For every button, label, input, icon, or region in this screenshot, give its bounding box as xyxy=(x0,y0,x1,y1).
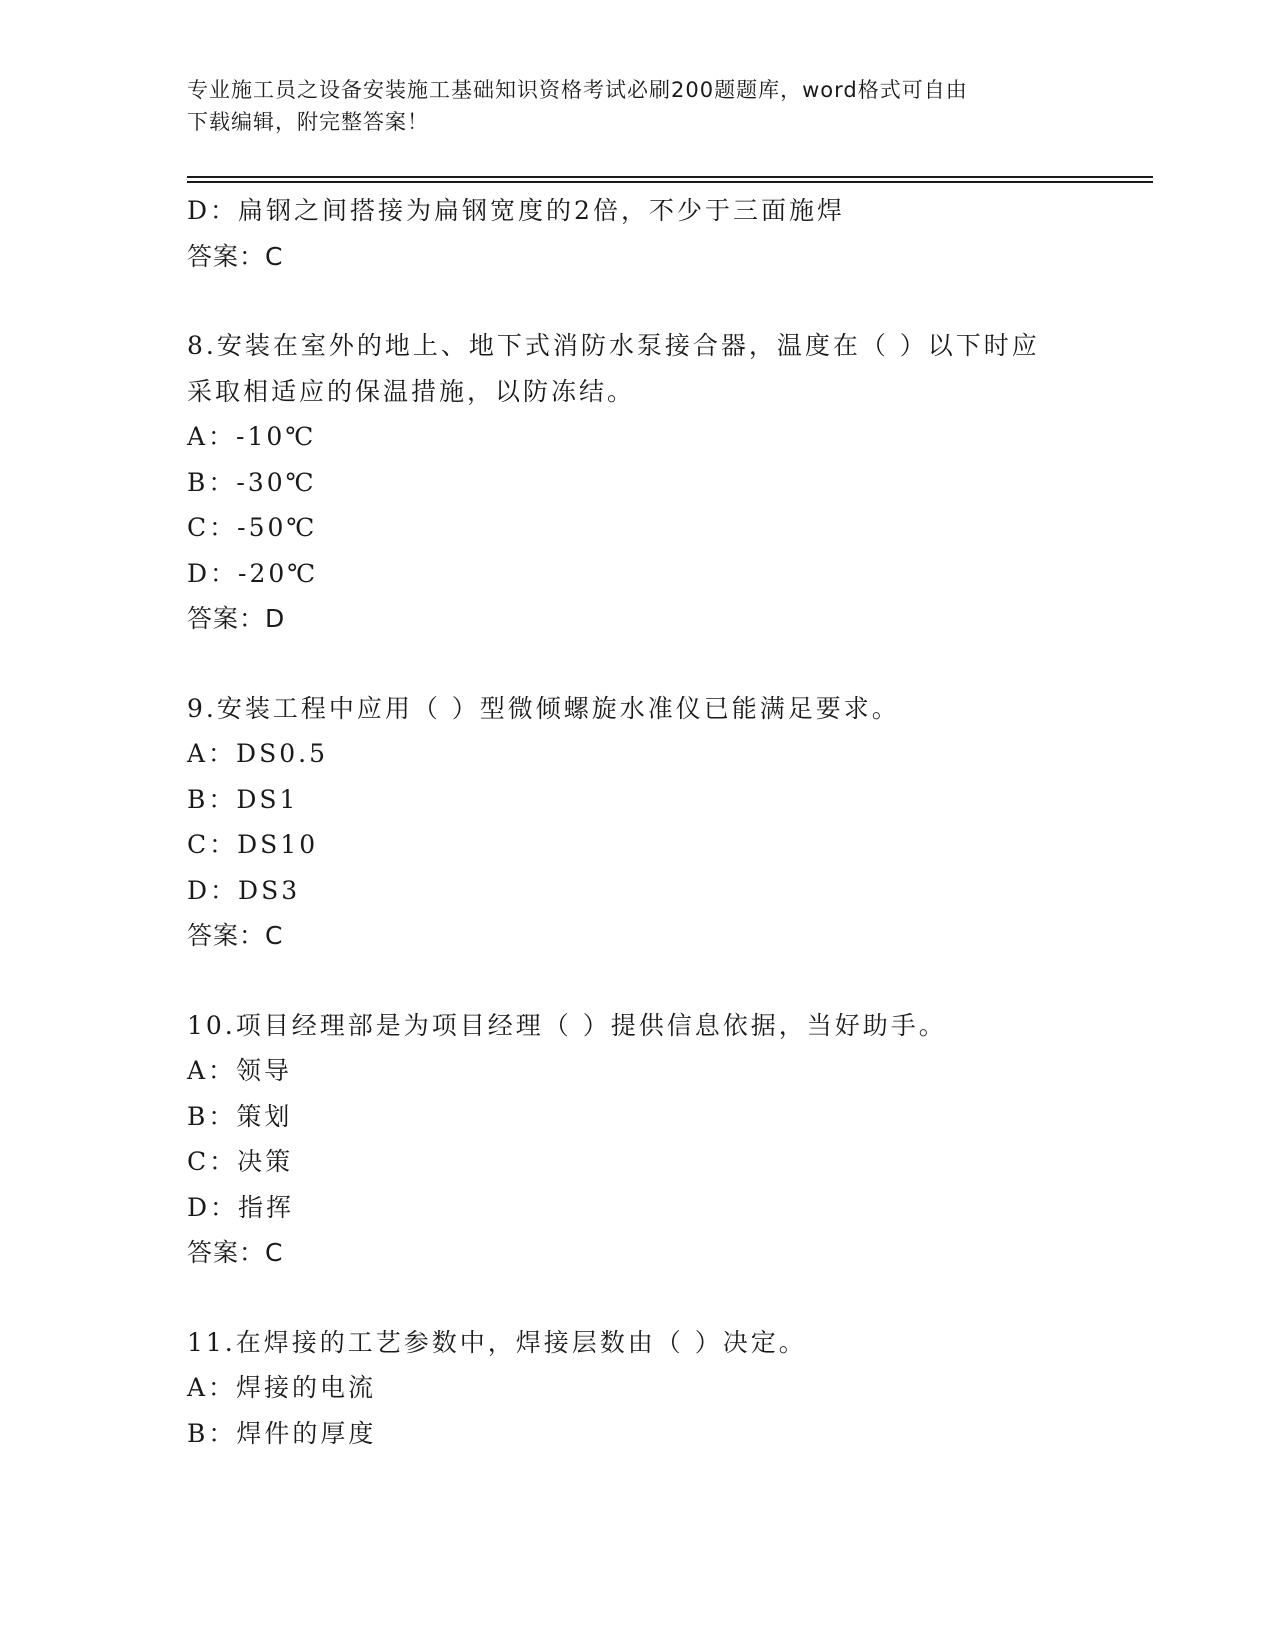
answer: 答案：C xyxy=(187,241,284,271)
spacer xyxy=(187,959,1087,1003)
spacer xyxy=(187,642,1087,686)
option-b: B：策划 xyxy=(187,1101,293,1131)
option-a: A：领导 xyxy=(187,1056,293,1085)
answer: 答案：C xyxy=(187,921,284,950)
option-c: C：决策 xyxy=(187,1147,294,1176)
answer: 答案：C xyxy=(187,1238,284,1267)
question-list xyxy=(187,188,1087,1456)
question-stem: 9.安装工程中应用（ ）型微倾螺旋水准仪已能满足要求。 xyxy=(187,693,900,723)
option-d: D：指挥 xyxy=(187,1192,295,1222)
document-header xyxy=(187,74,1067,138)
answer: 答案：D xyxy=(187,604,286,633)
spacer xyxy=(187,279,1087,323)
question-stem: 11.在焊接的工艺参数中，焊接层数由（ ）决定。 xyxy=(187,1327,807,1357)
option-d: D：-20℃ xyxy=(187,558,319,588)
question-stem: 8.安装在室外的地上、地下式消防水泵接合器，温度在（ ）以下时应 xyxy=(187,331,1040,360)
option-c: C：-50℃ xyxy=(187,513,318,542)
option-b: B：DS1 xyxy=(187,784,299,814)
option-b: B：-30℃ xyxy=(187,467,317,497)
option-a: A：焊接的电流 xyxy=(187,1373,377,1402)
option-d: D：扁钢之间搭接为扁钢宽度的2倍，不少于三面施焊 xyxy=(187,196,845,225)
header-title-line-1: 专业施工员之设备安装施工基础知识资格考试必刷200题题库，word格式可自由 xyxy=(187,78,968,102)
option-a: A：-10℃ xyxy=(187,422,317,451)
question-stem: 10.项目经理部是为项目经理（ ）提供信息依据，当好助手。 xyxy=(187,1010,947,1040)
option-c: C：DS10 xyxy=(187,830,319,859)
header-divider-bottom xyxy=(187,181,1153,183)
option-b: B：焊件的厚度 xyxy=(187,1418,377,1448)
option-a: A：DS0.5 xyxy=(187,739,328,768)
header-divider-top xyxy=(187,176,1153,178)
question-stem-continued: 采取相适应的保温措施，以防冻结。 xyxy=(187,376,636,406)
header-title-line-2: 下载编辑，附完整答案！ xyxy=(187,110,429,134)
spacer xyxy=(187,1276,1087,1320)
option-d: D：DS3 xyxy=(187,875,301,905)
